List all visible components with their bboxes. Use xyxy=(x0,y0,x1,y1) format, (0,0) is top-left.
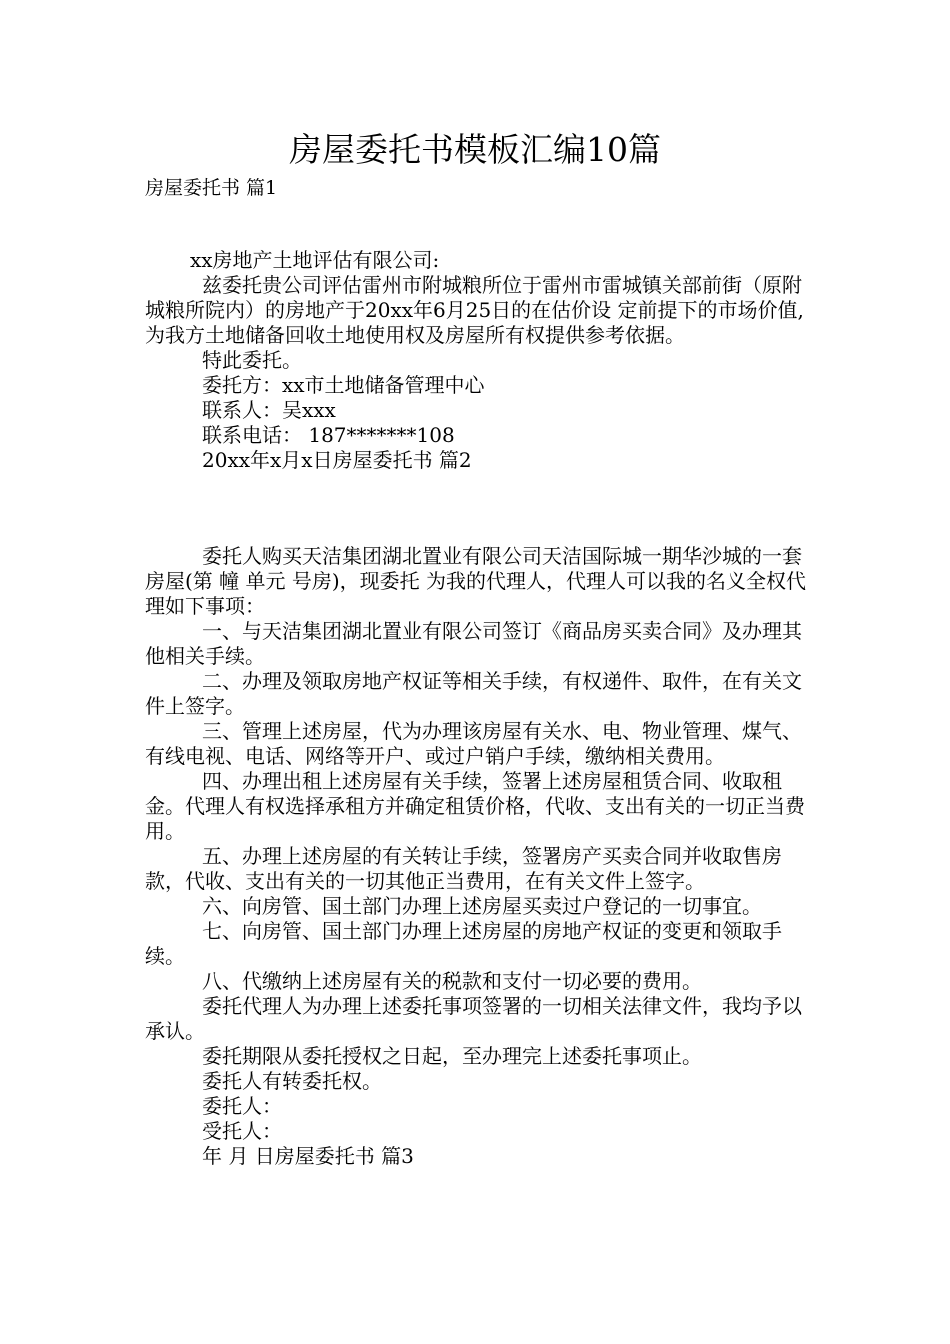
document-title: 房屋委托书模板汇编10篇 xyxy=(289,130,661,169)
term-line: 委托期限从委托授权之日起，至办理完上述委托事项止。 xyxy=(202,1044,702,1068)
agent-line: 受托人： xyxy=(202,1119,282,1143)
principal-line: 委托人： xyxy=(202,1094,282,1118)
item-2: 二、办理及领取房地产权证等相关手续，有权递件、取件，在有关文件上签字。 xyxy=(145,669,802,718)
item-4: 四、办理出租上述房屋有关手续，签署上述房屋租赁合同、收取租金。代理人有权选择承租方并确定租赁价格，代收、支出有关的一切正当费用。 xyxy=(145,769,805,843)
client-line: 委托方：xx市土地储备管理中心 xyxy=(202,373,485,397)
date-and-section3-heading: 年 月 日房屋委托书 篇3 xyxy=(202,1144,414,1168)
sub-delegation-line: 委托人有转委托权。 xyxy=(202,1069,382,1093)
item-5: 五、办理上述房屋的有关转让手续，签署房产买卖合同并收取售房款，代收、支出有关的一切其他正当费用，在有关文件上签字。 xyxy=(145,844,782,893)
item-3: 三、管理上述房屋，代为办理该房屋有关水、电、物业管理、煤气、有线电视、电话、网络等开户、或过户销户手续，缴纳相关费用。 xyxy=(145,719,802,768)
section2-body xyxy=(145,544,815,1169)
entrust-paragraph: 兹委托贵公司评估雷州市附城粮所位于雷州市雷城镇关部前街（原附城粮所院内）的房地产于20xx年6月25日的在估价设 定前提下的市场价值,为我方土地储备回收土地使用权及房屋所有权提供参考依据。 xyxy=(145,273,804,347)
closing-line: 特此委托。 xyxy=(202,348,302,372)
contact-line: 联系人：吴xxx xyxy=(202,398,336,422)
section1-heading: 房屋委托书 篇1 xyxy=(145,177,278,199)
acknowledge-paragraph: 委托代理人为办理上述委托事项签署的一切相关法律文件，我均予以承认。 xyxy=(145,994,802,1043)
item-6: 六、向房管、国土部门办理上述房屋买卖过户登记的一切事宜。 xyxy=(202,894,762,918)
item-8: 八、代缴纳上述房屋有关的税款和支付一切必要的费用。 xyxy=(202,969,702,993)
addressee: xx房地产土地评估有限公司: xyxy=(190,248,440,272)
phone-line: 联系电话： 187*******108 xyxy=(202,423,455,447)
intro-paragraph: 委托人购买天洁集团湖北置业有限公司天洁国际城一期华沙城的一套房屋(第 幢 单元 号房)，现委托 为我的代理人，代理人可以我的名义全权代理如下事项： xyxy=(145,544,807,618)
item-7: 七、向房管、国土部门办理上述房屋的房地产权证的变更和领取手续。 xyxy=(145,919,782,968)
section1-body xyxy=(145,248,815,473)
date-and-section2-heading: 20xx年x月x日房屋委托书 篇2 xyxy=(202,448,472,472)
item-1: 一、与天洁集团湖北置业有限公司签订《商品房买卖合同》及办理其他相关手续。 xyxy=(145,619,802,668)
